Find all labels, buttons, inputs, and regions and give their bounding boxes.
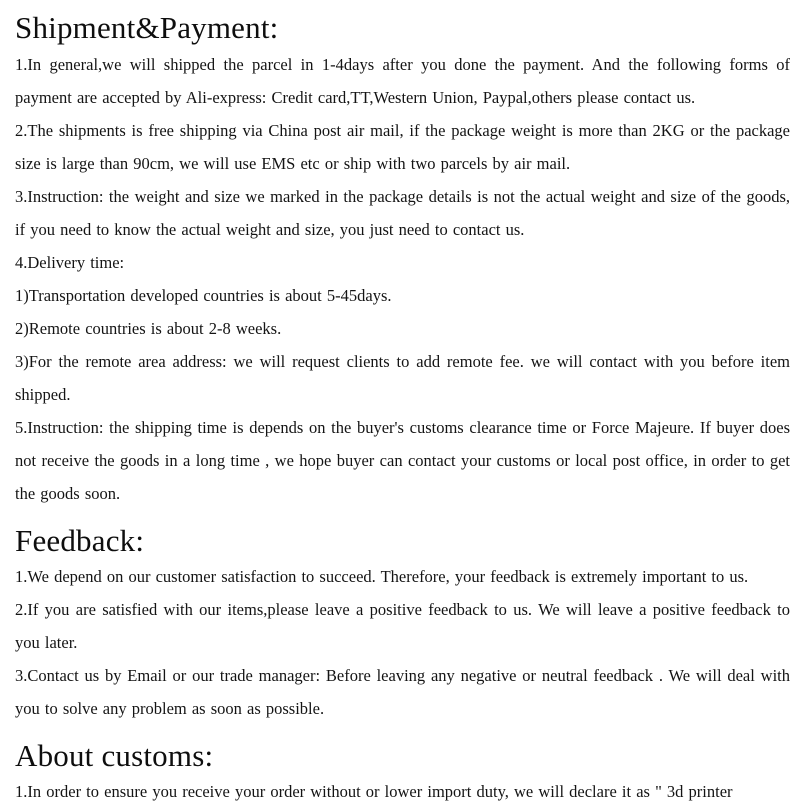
policy-paragraph: 4.Delivery time: [15, 253, 125, 272]
policy-paragraph: 2)Remote countries is about 2-8 weeks. [15, 319, 282, 338]
policy-paragraph: 3.Instruction: the weight and size we marked in the package details is not the actual weight and size of the goods, if you need to know the actual weight and size, you just need to contact us. [15, 187, 790, 239]
policy-paragraph: 1.We depend on our customer satisfaction to succeed. Therefore, your feedback is extremely important to us. [15, 567, 749, 586]
policy-paragraph: 1)Transportation developed countries is about 5-45days. [15, 286, 392, 305]
policy-paragraph: 3.Contact us by Email or our trade manager: Before leaving any negative or neutral feedback . We will deal with you to solve any problem as soon as possible. [15, 666, 790, 718]
policy-paragraph: 2.If you are satisfied with our items,please leave a positive feedback to us. We will leave a positive feedback to you later. [15, 600, 790, 652]
policy-paragraph: 2.The shipments is free shipping via China post air mail, if the package weight is more than 2KG or the package size is large than 90cm, we will use EMS etc or ship with two parcels by air mail. [15, 121, 790, 173]
section-heading-feedback: Feedback: [15, 523, 145, 558]
policy-paragraph: 3)For the remote area address: we will request clients to add remote fee. we will contact with you before item shipped. [15, 352, 790, 404]
section-heading-about-customs: About customs: [15, 738, 214, 773]
policy-paragraph: 1.In general,we will shipped the parcel in 1-4days after you done the payment. And the following forms of payment are accepted by Ali-express: Credit card,TT,Western Union, Paypal,others please contact us. [15, 55, 790, 107]
section-heading-shipment-payment: Shipment&Payment: [15, 10, 279, 45]
policy-paragraph: 5.Instruction: the shipping time is depends on the buyer's customs clearance time or Force Majeure. If buyer does not receive the goods in a long time , we hope buyer can contact your customs or local post office, in order to get the goods soon. [15, 418, 790, 503]
policy-paragraph: 1.In order to ensure you receive your order without or lower import duty, we will declare it as " 3d printer [15, 782, 733, 801]
